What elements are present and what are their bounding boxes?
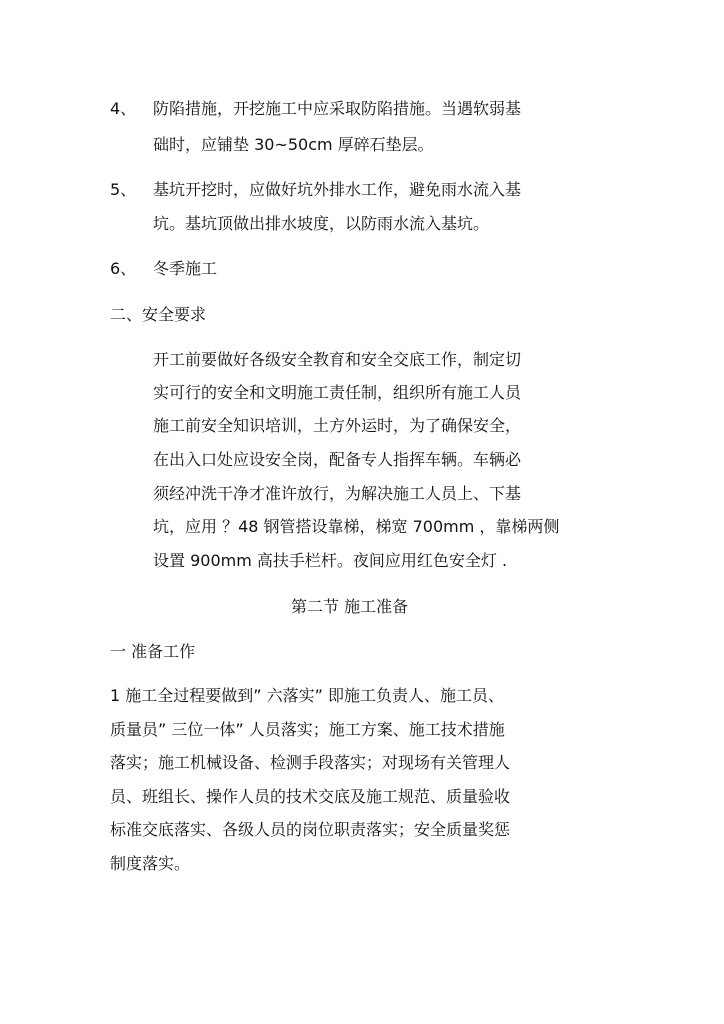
- safety-line-6: 坑，应用 ？48 钢管搭设靠梯，梯宽 700mm ，靠梯两侧: [153, 517, 560, 536]
- prep-line-2: 质量员” 三位一体” 人员落实；施工方案、施工技术措施: [110, 720, 505, 739]
- safety-line-5: 须经冲洗干净才准许放行，为解决施工人员上、下基: [153, 484, 522, 503]
- item-4-line-2: 础时，应铺垫 30~50cm 厚碎石垫层。: [153, 135, 434, 154]
- prep-line-4: 员、班组长、操作人员的技术交底及施工规范、质量验收: [110, 787, 511, 806]
- item-5-line-1: 基坑开挖时，应做好坑外排水工作，避免雨水流入基: [153, 180, 522, 199]
- safety-line-4: 在出入口处应设安全岗，配备专人指挥车辆。车辆必: [153, 450, 522, 469]
- item-5-number: 5、: [110, 180, 137, 199]
- prep-line-5: 标准交底落实、各级人员的岗位职责落实；安全质量奖惩: [110, 820, 511, 839]
- section-heading-prep: 一 准备工作: [110, 642, 196, 661]
- safety-line-1: 开工前要做好各级安全教育和安全交底工作，制定切: [153, 350, 522, 369]
- prep-line-1: 1 施工全过程要做到” 六落实” 即施工负责人、施工员、: [110, 686, 505, 705]
- prep-line-6: 制度落实。: [110, 854, 191, 873]
- safety-line-7: 设置 900mm 高扶手栏杆。夜间应用红色安全灯 .: [153, 551, 508, 570]
- safety-line-2: 实可行的安全和文明施工责任制，组织所有施工人员: [153, 383, 522, 402]
- item-5-line-2: 坑。基坑顶做出排水坡度，以防雨水流入基坑。: [153, 214, 490, 233]
- item-4-number: 4、: [110, 99, 137, 118]
- prep-line-3: 落实；施工机械设备、检测手段落实；对现场有关管理人: [110, 753, 511, 772]
- item-4-line-1: 防陷措施，开挖施工中应采取防陷措施。当遇软弱基: [153, 99, 522, 118]
- item-6-number: 6、: [110, 259, 137, 278]
- section-heading-safety: 二、安全要求: [110, 305, 207, 324]
- chapter-title: 第二节 施工准备: [291, 597, 409, 616]
- safety-line-3: 施工前安全知识培训，土方外运时，为了确保安全，: [153, 416, 522, 435]
- item-6-line-1: 冬季施工: [153, 259, 218, 278]
